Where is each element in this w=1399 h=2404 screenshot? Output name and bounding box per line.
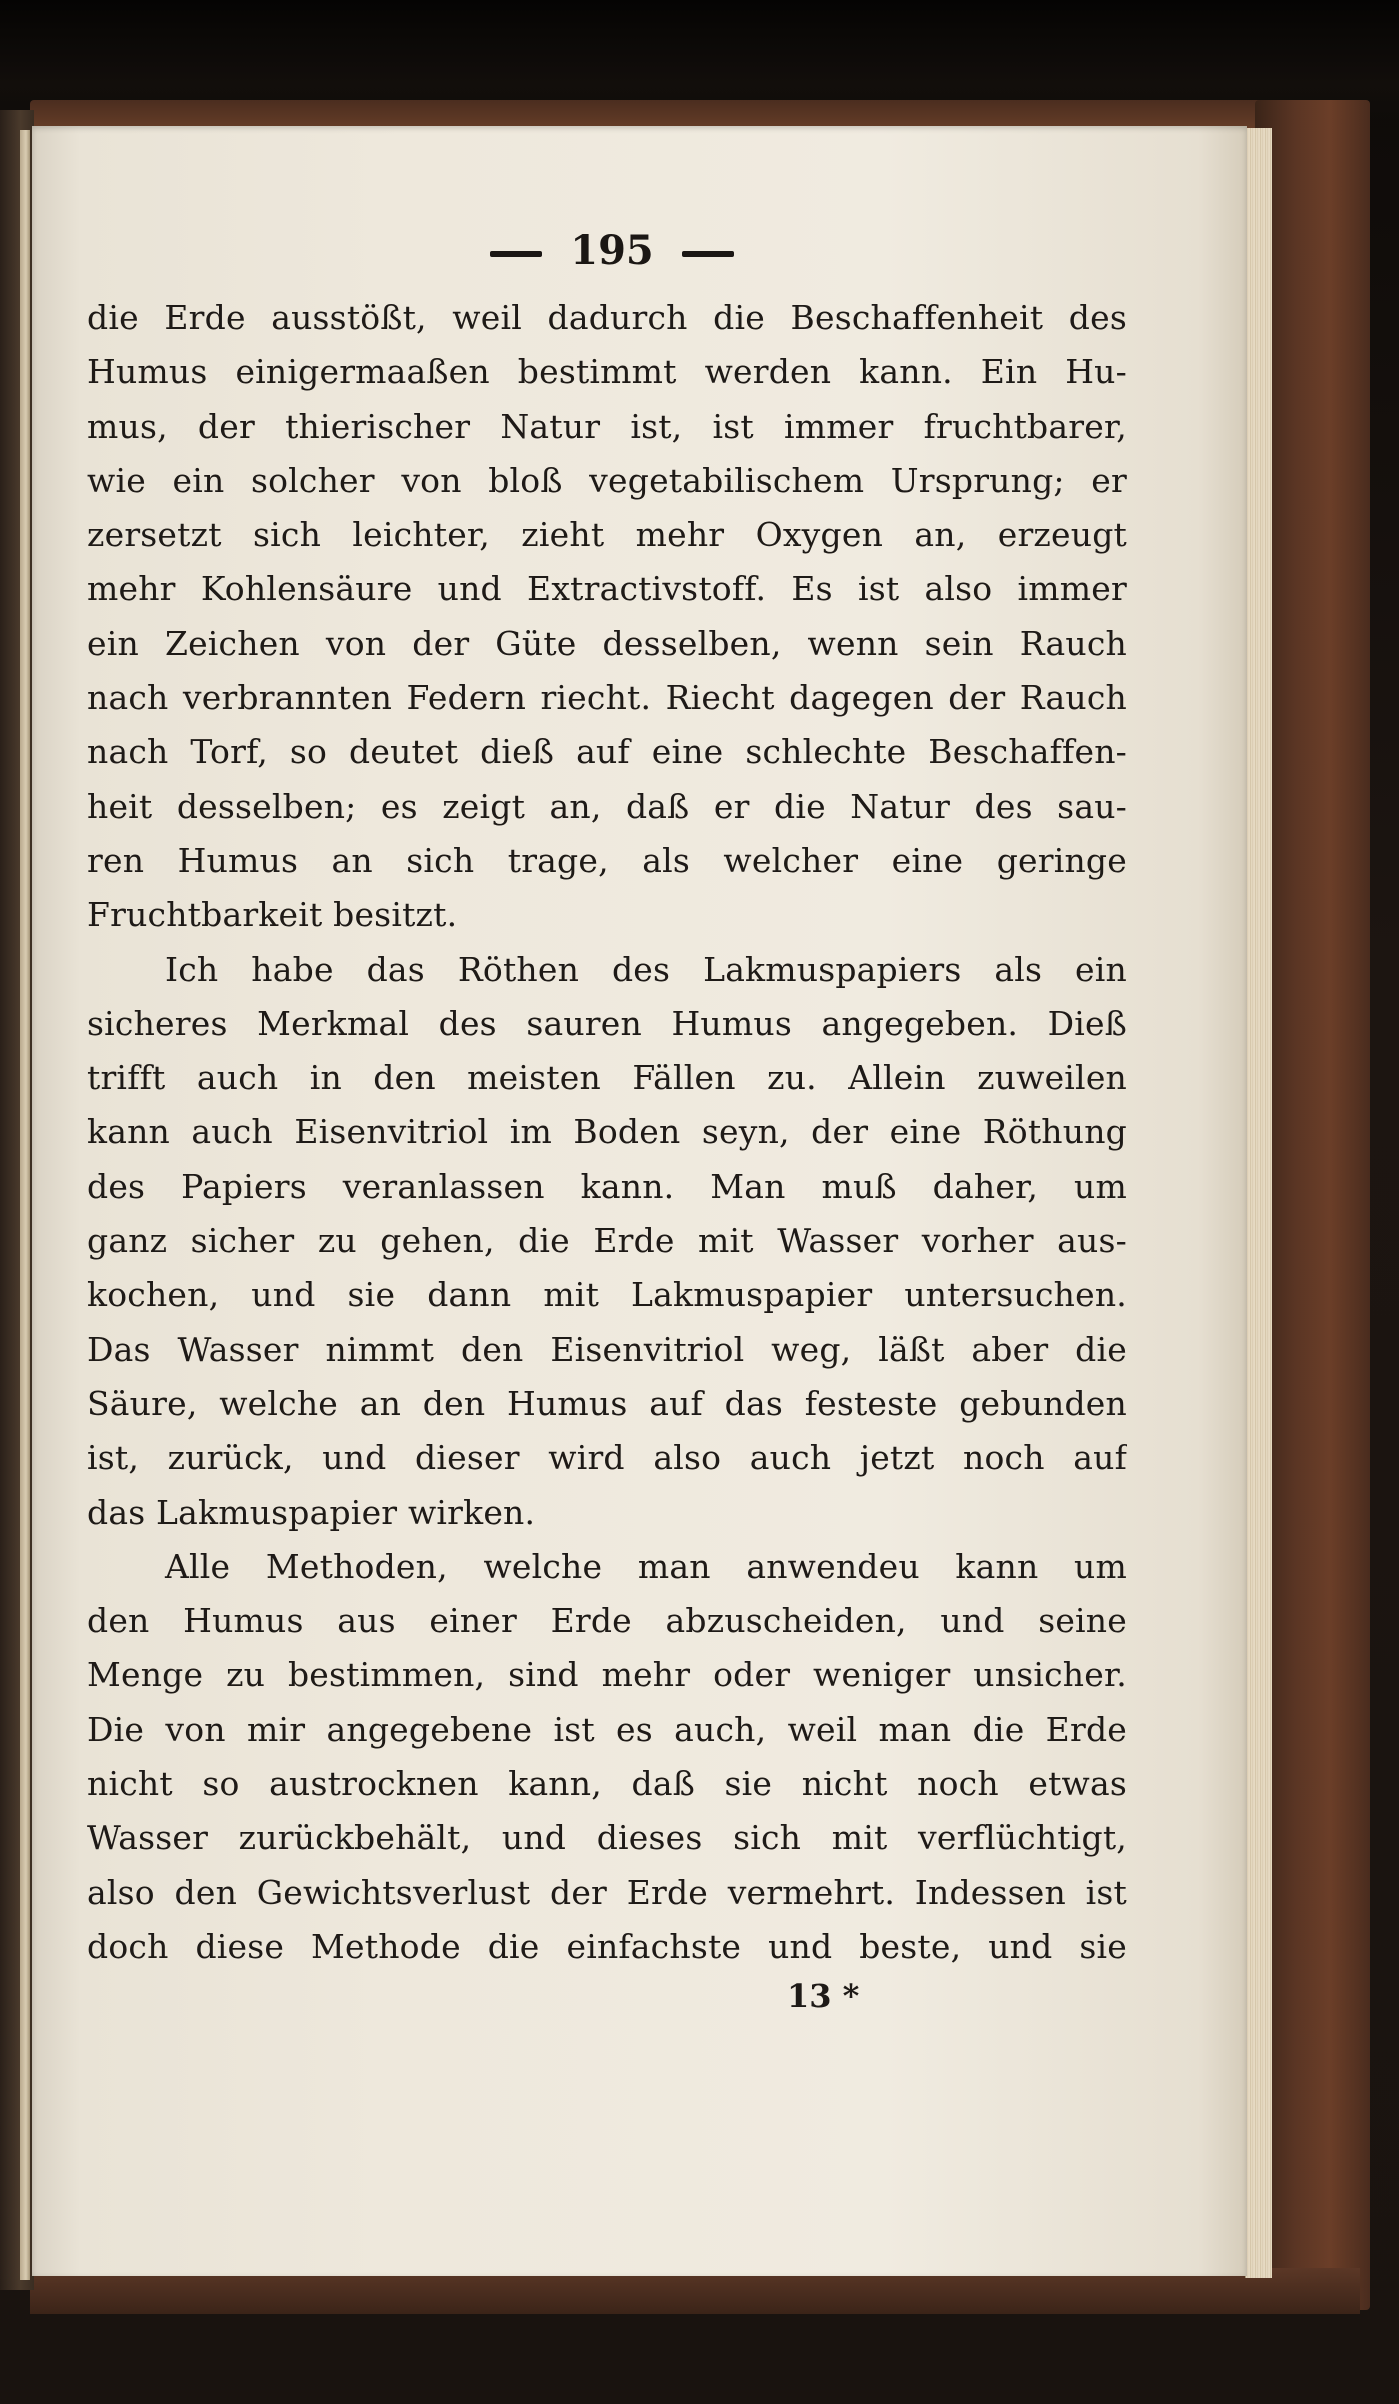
text-line: ren Humus an sich trage, als welcher eine geringe	[87, 840, 1127, 880]
text-line: wie ein solcher von bloß vegetabilischem Ursprung; er	[87, 460, 1127, 500]
text-line: trifft auch in den meisten Fällen zu. Allein zuweilen	[87, 1058, 1127, 1098]
text-line: Säure, welche an den Humus auf das festeste gebunden	[87, 1383, 1127, 1423]
paragraph-last-line: Fruchtbarkeit besitzt.	[87, 895, 458, 935]
paragraph-last-line: das Lakmuspapier wirken.	[87, 1492, 536, 1532]
page-header	[97, 221, 1127, 281]
text-line: ein Zeichen von der Güte desselben, wenn sein Rauch	[87, 623, 1127, 663]
text-line: Humus einigermaaßen bestimmt werden kann. Ein Hu-	[87, 352, 1127, 392]
text-line: nach Torf, so deutet dieß auf eine schlechte Beschaffen-	[87, 732, 1127, 772]
text-line: Das Wasser nimmt den Eisenvitriol weg, läßt aber die	[87, 1329, 1127, 1369]
header-dash-right	[682, 251, 734, 257]
text-line: Menge zu bestimmen, sind mehr oder weniger unsicher.	[87, 1655, 1127, 1695]
text-line: nicht so austrocknen kann, daß sie nicht noch etwas	[87, 1764, 1127, 1804]
book-page	[32, 126, 1247, 2276]
text-line: sicheres Merkmal des sauren Humus angegeben. Dieß	[87, 1003, 1127, 1043]
text-line: also den Gewichtsverlust der Erde vermehrt. Indessen ist	[87, 1872, 1127, 1912]
text-line: nach verbrannten Federn riecht. Riecht dagegen der Rauch	[87, 678, 1127, 718]
paragraph-first-line: Ich habe das Röthen des Lakmuspapiers als ein	[165, 949, 1127, 989]
text-line: doch diese Methode die einfachste und beste, und sie	[87, 1926, 1127, 1966]
book-cover-right-edge	[1255, 100, 1370, 2310]
text-line: zersetzt sich leichter, zieht mehr Oxygen an, erzeugt	[87, 515, 1127, 555]
header-dash-left	[490, 251, 542, 257]
text-line: Wasser zurückbehält, und dieses sich mit verflüchtigt,	[87, 1818, 1127, 1858]
page-stack-edge	[1245, 128, 1272, 2278]
text-line: ganz sicher zu gehen, die Erde mit Wasser vorher aus-	[87, 1221, 1127, 1261]
body-text	[87, 291, 1127, 1974]
text-line: mehr Kohlensäure und Extractivstoff. Es ist also immer	[87, 569, 1127, 609]
text-line: kochen, und sie dann mit Lakmuspapier untersuchen.	[87, 1275, 1127, 1315]
text-line: die Erde ausstößt, weil dadurch die Beschaffenheit des	[87, 298, 1127, 337]
facing-page-edge	[20, 130, 30, 2280]
text-line: Die von mir angegebene ist es auch, weil man die Erde	[87, 1709, 1127, 1749]
signature-mark: 13 *	[787, 1977, 860, 2016]
text-line: heit desselben; es zeigt an, daß er die Natur des sau-	[87, 786, 1127, 826]
text-line: den Humus aus einer Erde abzuscheiden, und seine	[87, 1601, 1127, 1641]
text-line: mus, der thierischer Natur ist, ist immer fruchtbarer,	[87, 406, 1127, 446]
text-line: kann auch Eisenvitriol im Boden seyn, der eine Röthung	[87, 1112, 1127, 1152]
text-line: ist, zurück, und dieser wird also auch jetzt noch auf	[87, 1438, 1127, 1478]
page-number: 195	[570, 227, 654, 274]
page-content	[87, 221, 1127, 2016]
paragraph-first-line: Alle Methoden, welche man anwendeu kann um	[165, 1546, 1127, 1586]
text-line: des Papiers veranlassen kann. Man muß daher, um	[87, 1166, 1127, 1206]
